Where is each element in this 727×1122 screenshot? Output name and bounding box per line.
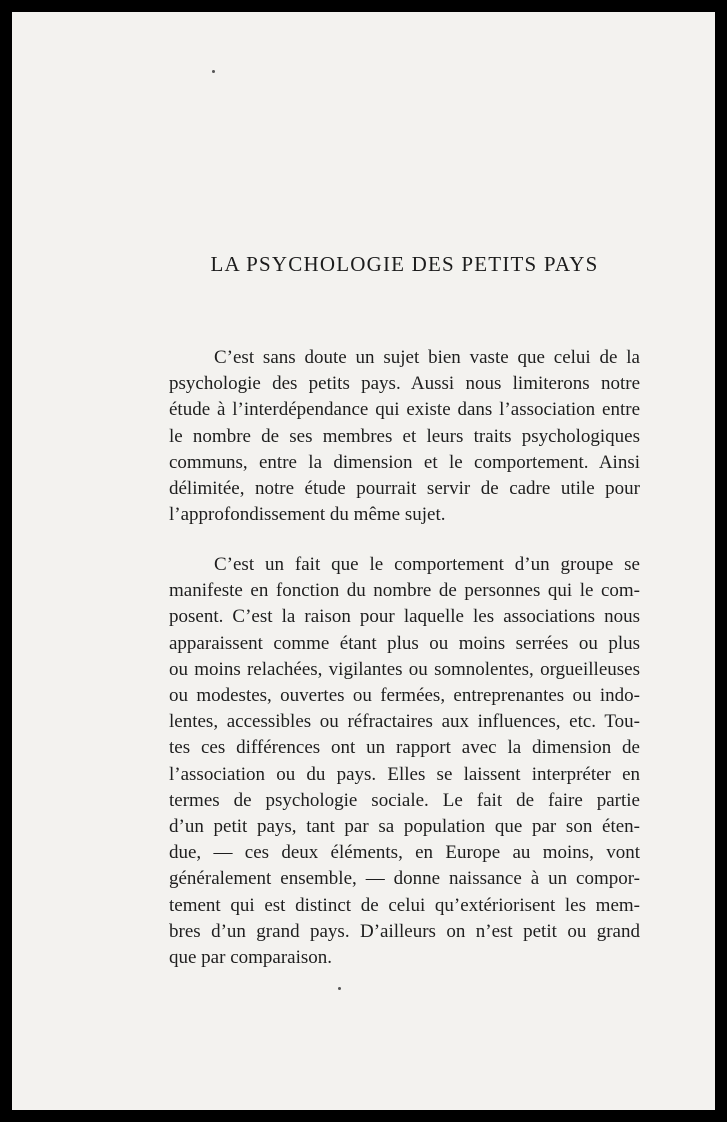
paragraph-line: communs, entre la dimension et le comportement. Ainsi	[169, 451, 640, 473]
paragraph-line: apparaissent comme étant plus ou moins serrées ou plus	[169, 632, 640, 654]
paragraph-line: C’est sans doute un sujet bien vaste que celui de la	[214, 347, 640, 368]
scan-speck	[212, 70, 215, 73]
paragraph-line: tement qui est distinct de celui qu’extériorisent les mem-	[169, 894, 640, 916]
paragraph-line: ou modestes, ouvertes ou fermées, entreprenantes ou indo-	[169, 685, 640, 707]
scan-speck	[338, 987, 341, 990]
paragraph-line: délimitée, notre étude pourrait servir de cadre utile pour	[169, 478, 640, 500]
paragraph-line: l’approfondissement du même sujet.	[169, 504, 446, 526]
paragraph-line: généralement ensemble, — donne naissance à un compor-	[169, 868, 640, 890]
paragraph-line: lentes, accessibles ou réfractaires aux influences, etc. Tou-	[169, 711, 640, 733]
paragraph-line: d’un petit pays, tant par sa population que par son éten-	[169, 816, 640, 838]
paragraph-line: l’association ou du pays. Elles se laissent interpréter en	[169, 763, 640, 785]
paragraph-line: psychologie des petits pays. Aussi nous limiterons notre	[169, 373, 640, 395]
paragraph-line: ou moins relachées, vigilantes ou somnolentes, orgueilleuses	[169, 658, 640, 680]
paragraph-line: étude à l’interdépendance qui existe dans l’association entre	[169, 399, 640, 421]
document-page	[12, 12, 715, 1110]
paragraph-2	[169, 552, 640, 971]
page-title: LA PSYCHOLOGIE DES PETITS PAYS	[210, 252, 599, 276]
paragraph-line: posent. C’est la raison pour laquelle les associations nous	[169, 606, 640, 628]
paragraph-line: due, — ces deux éléments, en Europe au moins, vont	[169, 842, 640, 864]
paragraph-line: le nombre de ses membres et leurs traits psychologiques	[169, 425, 640, 447]
paragraph-line: C’est un fait que le comportement d’un groupe se	[214, 554, 640, 575]
paragraph-1	[169, 345, 640, 528]
paragraph-line: tes ces différences ont un rapport avec la dimension de	[169, 737, 640, 759]
paragraph-line: termes de psychologie sociale. Le fait de faire partie	[169, 789, 640, 811]
paragraph-line: bres d’un grand pays. D’ailleurs on n’est petit ou grand	[169, 920, 640, 942]
paragraph-line: manifeste en fonction du nombre de personnes qui le com-	[169, 580, 640, 602]
paragraph-line: que par comparaison.	[169, 947, 333, 969]
